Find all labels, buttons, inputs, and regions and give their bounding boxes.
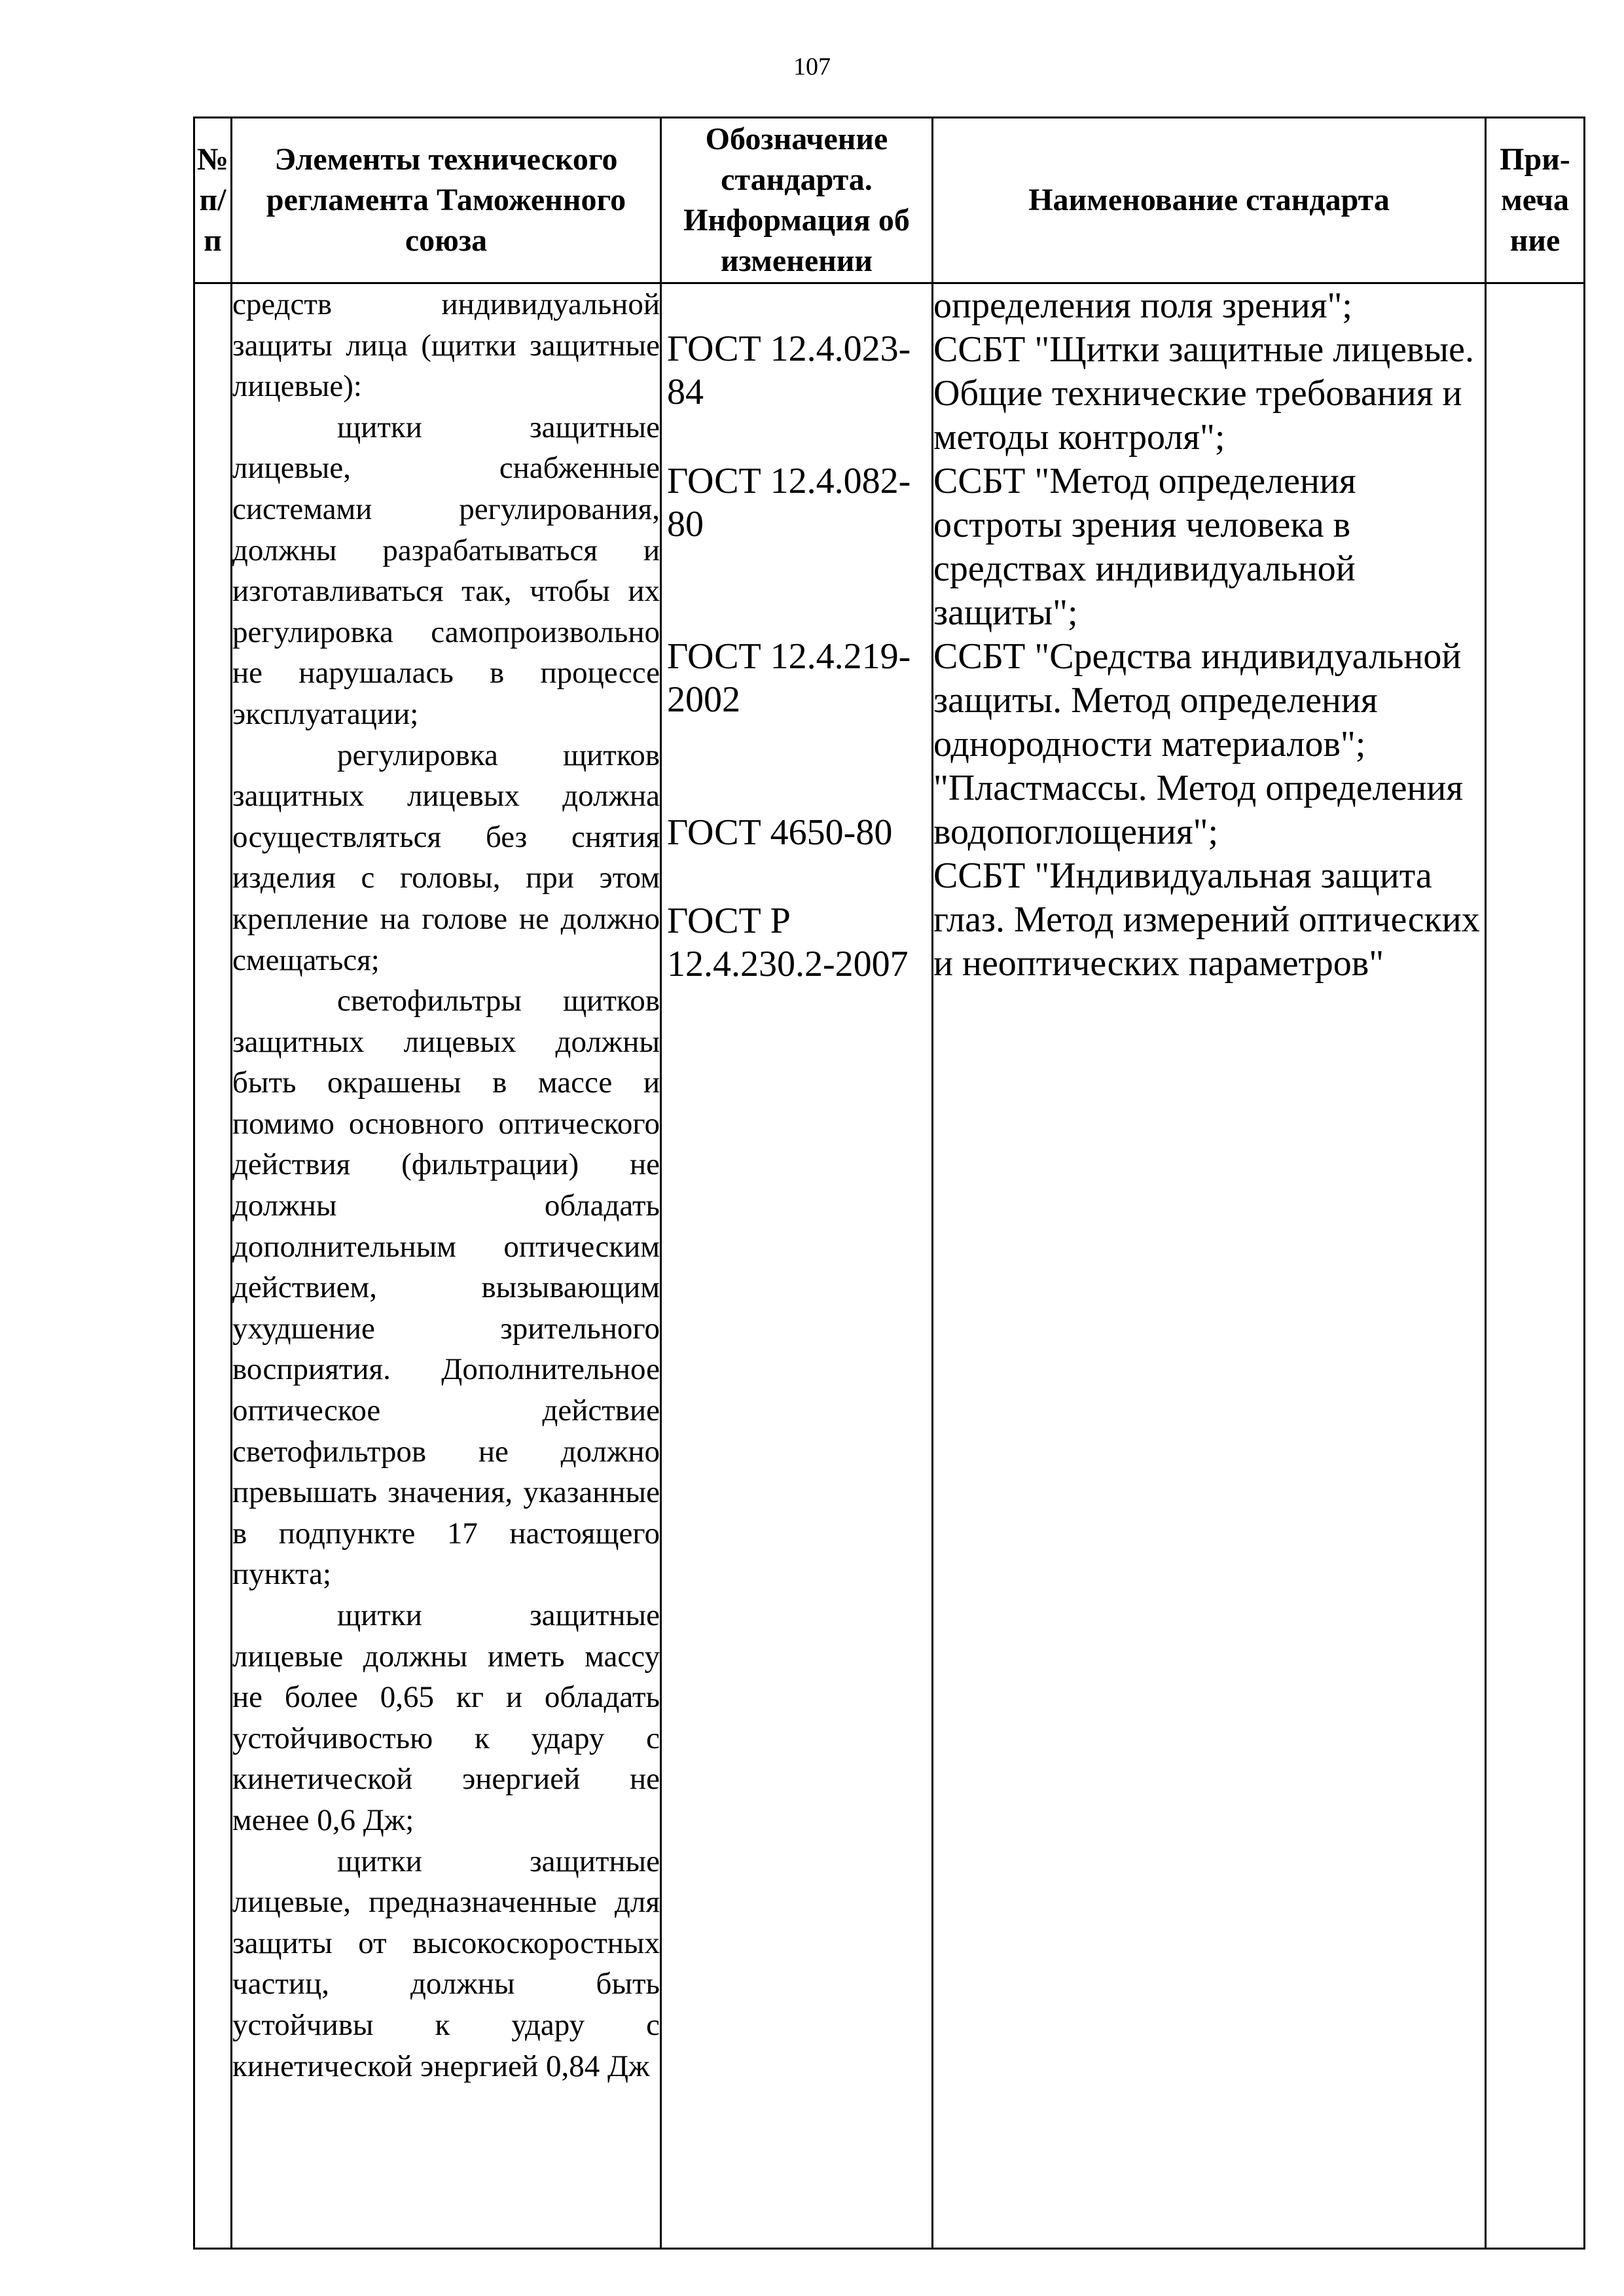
header-elements: Элементы технического регламента Таможенного союза [232,118,661,283]
standard-code: ГОСТ 12.4.219-2002 [667,636,911,720]
header-designation: Обозначение стандарта. Информация об изменении [661,118,933,283]
table-row [194,283,1585,2249]
standard-name: ССБТ "Индивидуальная защита глаз. Метод измерений оптических и неоптических параметров" [933,855,1480,984]
standards-table [193,117,1585,2250]
element-paragraph: щитки защитные лицевые, предназначенные для защиты от высокоскоростных частиц, должны быть устойчивы к удару с кинетической энергией 0,84 Дж [232,1844,660,2083]
element-paragraph: щитки защитные лицевые, снабженные системами регулирования, должны разрабатываться и изготавливаться так, чтобы их регулировка самопроизвольно не нарушалась в процессе эксплуатации; [232,410,660,731]
page-number: 107 [793,53,831,81]
element-paragraph: средств индивидуальной защиты лица (щитки защитные лицевые): [232,287,660,404]
element-paragraph: щитки защитные лицевые должны иметь массу не более 0,65 кг и обладать устойчивостью к удару с кинетической энергией не менее 0,6 Дж; [232,1598,660,1837]
standard-name: ССБТ "Метод определения остроты зрения человека в средствах индивидуальной защиты"; [933,461,1356,633]
table-header-row [194,118,1585,283]
cell-num [194,283,232,2249]
cell-elements [232,283,661,2249]
element-paragraph: регулировка щитков защитных лицевых должна осуществляться без снятия изделия с головы, при этом крепление на голове не должно смещаться; [232,738,660,977]
standard-code: ГОСТ Р 12.4.230.2-2007 [667,901,909,984]
standard-name: ССБТ "Средства индивидуальной защиты. Метод определения однородности материалов"; [933,636,1462,764]
standard-code: ГОСТ 12.4.082-80 [667,461,911,545]
standard-code: ГОСТ 4650-80 [667,812,893,853]
element-paragraph: светофильтры щитков защитных лицевых должны быть окрашены в массе и помимо основного оптического действия (фильтрации) не должны обладать дополнительным оптическим действием, вызывающим ухудшение зрительного восприятия. Дополнительное оптическое действие светофильтров не должно превышать значения, указанные в подпункте 17 настоящего пункта; [232,984,660,1592]
header-num: № п/п [194,118,232,283]
header-note: При-меча ние [1486,118,1585,283]
standard-name: определения поля зрения"; [933,285,1352,326]
cell-standard-names [933,283,1486,2249]
header-name: Наименование стандарта [933,118,1486,283]
standard-name: "Пластмассы. Метод определения водопоглощения"; [933,768,1464,852]
cell-designations [661,283,933,2249]
standard-name: ССБТ "Щитки защитные лицевые. Общие технические требования и методы контроля"; [933,329,1474,457]
cell-note [1486,283,1585,2249]
standard-code: ГОСТ 12.4.023-84 [667,329,911,412]
